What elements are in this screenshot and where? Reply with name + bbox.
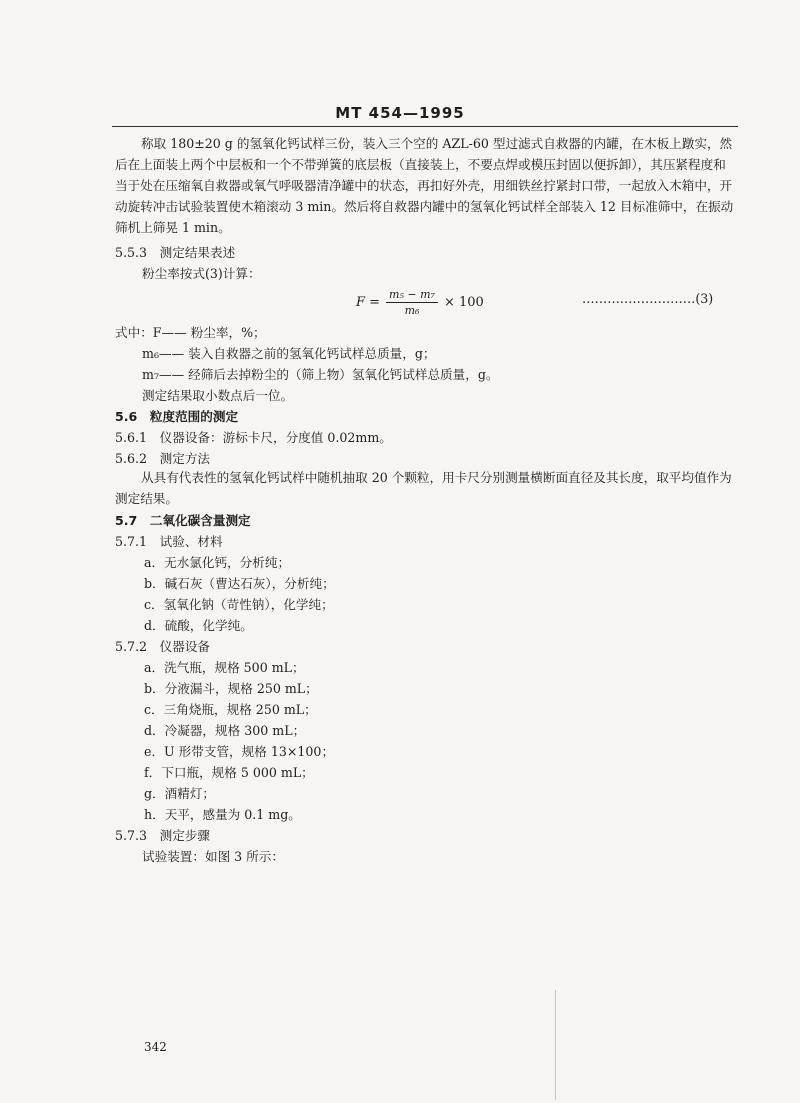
- section-5-7-1-heading: 5.7.1 试验、材料: [115, 534, 223, 549]
- section-5-6-2-heading: 5.6.2 测定方法: [115, 451, 211, 466]
- section-5-6-2-body: 从具有代表性的氢氧化钙试样中随机抽取 20 个颗粒，用卡尺分别测量横断面直径及其长度，取平均值作为测定结果。: [115, 470, 732, 506]
- header-rule: [112, 126, 738, 127]
- list-item: a．无水氯化钙，分析纯；: [144, 555, 291, 570]
- list-item: b．分液漏斗，规格 250 mL；: [144, 681, 318, 696]
- formula-denominator: m₆: [404, 304, 420, 317]
- list-item: h．天平，感量为 0.1 mg。: [144, 807, 301, 822]
- where-line-3: m₇—— 经筛后去掉粉尘的（筛上物）氢氧化钙试样总质量，g。: [142, 367, 499, 382]
- formula-number: ………………………(3): [582, 291, 714, 306]
- list-item: e．U 形带支管，规格 13×100；: [144, 744, 335, 759]
- intro-paragraph: [115, 133, 735, 238]
- where-line-4: 测定结果取小数点后一位。: [142, 388, 294, 403]
- list-item: d．硫酸，化学纯。: [144, 618, 253, 633]
- formula-fraction: [386, 288, 438, 317]
- formula-rhs: × 100: [443, 295, 484, 310]
- where-line-2: m₆—— 装入自救器之前的氢氧化钙试样总质量，g；: [142, 346, 436, 361]
- section-5-7-heading: 5.7 二氧化碳含量测定: [115, 513, 251, 528]
- section-5-5-3-heading: 5.5.3 测定结果表述: [115, 245, 236, 260]
- formula-lead: 粉尘率按式(3)计算：: [142, 266, 261, 281]
- list-item: c．氢氧化钠（苛性钠），化学纯；: [144, 597, 334, 612]
- list-item: f．下口瓶，规格 5 000 mL；: [144, 765, 314, 780]
- list-item: g．酒精灯；: [144, 786, 216, 801]
- page-header: MT 454—1995: [335, 104, 465, 122]
- scan-artifact-line: [555, 990, 556, 1100]
- section-5-6-1: 5.6.1 仪器设备：游标卡尺，分度值 0.02mm。: [115, 430, 392, 445]
- list-item: d．冷凝器，规格 300 mL；: [144, 723, 306, 738]
- list-item: b．碱石灰（曹达石灰），分析纯；: [144, 576, 335, 591]
- formula-lhs: F =: [356, 295, 381, 310]
- section-5-7-3-heading: 5.7.3 测定步骤: [115, 828, 211, 843]
- list-item: c．三角烧瓶，规格 250 mL；: [144, 702, 317, 717]
- section-5-7-3-body: 试验装置：如图 3 所示：: [142, 849, 284, 864]
- section-5-7-2-heading: 5.7.2 仪器设备: [115, 639, 211, 654]
- formula-3: [356, 288, 484, 317]
- formula-numerator: m₅ − m₇: [386, 288, 438, 303]
- section-5-6-heading: 5.6 粒度范围的测定: [115, 409, 239, 424]
- intro-text: 称取 180±20 g 的氢氧化钙试样三份，装入三个空的 AZL-60 型过滤式自救器的内罐，在木板上蹾实，然后在上面装上两个中层板和一个不带弹簧的底层板（直接装上，不要点焊或模压封固以便拆卸），其压紧程度和当于处在压缩氧自救器或氧气呼吸器清净罐中的状态，再扣好外壳，用细铁丝拧紧封口带，一起放入木箱中，开动旋转冲击试验装置使木箱滚动 3 min。然后将自救器内罐中的氢氧化钙试样全部装入 12 目标准筛中，在振动筛机上筛晃 1 min。: [115, 136, 734, 235]
- where-line-1: 式中：F—— 粉尘率，%；: [115, 325, 266, 340]
- list-item: a．洗气瓶，规格 500 mL；: [144, 660, 305, 675]
- page-number: 342: [144, 1040, 167, 1054]
